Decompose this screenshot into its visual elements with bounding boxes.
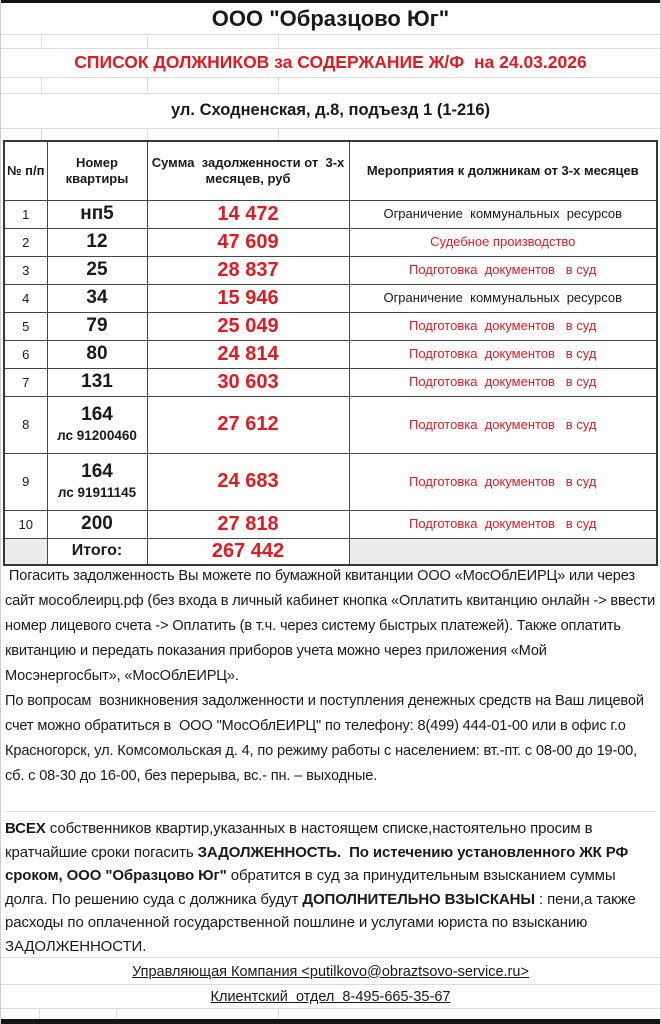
row-number: 5 (4, 312, 47, 340)
client-department-phone: Клиентский отдел 8-495-665-35-67 (1, 984, 660, 1009)
total-empty-cell (4, 538, 47, 565)
debtors-table (3, 140, 658, 566)
list-title: СПИСОК ДОЛЖНИКОВ за СОДЕРЖАНИЕ Ж/Ф на 24.03.2026 (74, 52, 587, 72)
table-header-row (4, 141, 657, 200)
row-number: 8 (4, 396, 47, 453)
row-number: 10 (4, 510, 47, 538)
apartment-main: 164 (81, 461, 113, 483)
table-row (4, 200, 657, 228)
apartment-number (47, 228, 147, 256)
row-number: 7 (4, 368, 47, 396)
payment-instructions-paragraph: Погасить задолженность Вы можете по бумажной квитанции ООО «МосОблЕИРЦ» или через сайт мособлеирц.рф (без входа в личный кабинет кнопка «Оплатить квитанцию онлайн -> ввести номер лицевого счета -> Оплатить (в т.ч. через систему быстрых платежей). Также оплатить квитанцию и передать показания приборов учета можно через приложения «Мой Мосэнергосбыт», «МосОблЕИРЦ». (5, 568, 659, 684)
apartment-number (47, 312, 147, 340)
col-header-debt-sum: Сумма задолженности от 3-х месяцев, руб (147, 141, 349, 200)
apartment-number (47, 200, 147, 228)
action-status: Подготовка документов в суд (349, 312, 657, 340)
debt-sum: 14 472 (147, 200, 349, 228)
row-number: 6 (4, 340, 47, 368)
table-row (4, 228, 657, 256)
total-label: Итого: (47, 538, 147, 565)
debt-sum: 30 603 (147, 368, 349, 396)
action-status: Ограничение коммунальных ресурсов (349, 200, 657, 228)
row-number: 2 (4, 228, 47, 256)
apartment-main: 12 (86, 230, 108, 252)
warning-segment: ВСЕХ (5, 820, 46, 837)
payment-info-section (5, 564, 659, 789)
apartment-number (47, 396, 147, 453)
apartment-main: 164 (81, 404, 113, 426)
col-header-index: № п/п (4, 141, 47, 200)
debt-sum: 15 946 (147, 284, 349, 312)
apartment-main: 200 (81, 512, 113, 534)
contact-info-paragraph: По вопросам возникновения задолженности и поступления денежных средств на Ваш лицевой счет можно обратиться в ООО "МосОблЕИРЦ" по телефону: 8(499) 444-01-00 или в офис г.о Красногорск, ул. Комсомольская д. 4, по режиму работы с населением: вт.-пт. с 08-00 до 19-00, сб. с 08-30 до 16-00, без перерыва, вс.- пн. – выходные. (5, 693, 648, 784)
row-number: 9 (4, 453, 47, 510)
debt-sum: 27 818 (147, 510, 349, 538)
table-row (4, 256, 657, 284)
apartment-number (47, 340, 147, 368)
grid-spacer-row (1, 34, 660, 49)
management-company-contact: Управляющая Компания <putilkovo@obraztsovo-service.ru> (1, 957, 660, 985)
row-number: 1 (4, 200, 47, 228)
apartment-main: 79 (86, 314, 108, 336)
action-status: Подготовка документов в суд (349, 453, 657, 510)
apartment-number (47, 368, 147, 396)
warning-segment: ЗАДОЛЖЕННОСТЬ. По истечению установленного ЖК РФ сроком, ООО "Образцово Юг" (5, 843, 633, 884)
debt-sum: 24 683 (147, 453, 349, 510)
company-title: ООО "Образцово Юг" (211, 5, 450, 31)
apartment-number (47, 510, 147, 538)
apartment-main: 80 (86, 342, 108, 364)
action-status: Судебное производство (349, 228, 657, 256)
action-status: Подготовка документов в суд (349, 368, 657, 396)
apartment-number (47, 256, 147, 284)
account-number: лс 91911145 (57, 485, 137, 501)
legal-warning-paragraph (5, 811, 656, 958)
grid-spacer-row (1, 77, 660, 94)
warning-segment: : пени,а также расходы по оплаченной государственной пошлине и услугами юриста по взысканию ЗАДОЛЖЕННОСТИ. (5, 890, 640, 955)
table-row (4, 312, 657, 340)
warning-segment: обратится в суд за принудительным взысканием суммы долга. По решению суда с должника будут (5, 867, 620, 908)
bottom-border-bar (1, 1019, 660, 1024)
apartment-number (47, 453, 147, 510)
debt-sum: 25 049 (147, 312, 349, 340)
row-number: 3 (4, 256, 47, 284)
total-empty-cell (349, 538, 657, 565)
action-status: Подготовка документов в суд (349, 510, 657, 538)
debt-sum: 27 612 (147, 396, 349, 453)
debt-sum: 47 609 (147, 228, 349, 256)
col-header-actions: Мероприятия к должникам от 3-х месяцев (349, 141, 657, 200)
total-row (4, 538, 657, 565)
action-status: Ограничение коммунальных ресурсов (349, 284, 657, 312)
table-row (4, 453, 657, 510)
apartment-main: 34 (86, 286, 108, 308)
table-row (4, 368, 657, 396)
building-address: ул. Сходненская, д.8, подъезд 1 (1-216) (170, 101, 491, 119)
apartment-number (47, 284, 147, 312)
table-row (4, 340, 657, 368)
warning-segment: собственников квартир,указанных в настоящем списке,настоятельно просим в кратчайшие сроки погасить (5, 820, 597, 861)
total-value: 267 442 (147, 538, 349, 565)
account-number: лс 91200460 (57, 428, 137, 444)
table-row (4, 396, 657, 453)
apartment-main: 25 (86, 258, 108, 280)
action-status: Подготовка документов в суд (349, 396, 657, 453)
debt-sum: 28 837 (147, 256, 349, 284)
action-status: Подготовка документов в суд (349, 256, 657, 284)
col-header-apartment: Номер квартиры (47, 141, 147, 200)
apartment-main: 131 (81, 370, 113, 392)
table-row (4, 510, 657, 538)
warning-segment: ДОПОЛНИТЕЛЬНО ВЗЫСКАНЫ (302, 890, 535, 908)
apartment-main: нп5 (80, 202, 114, 224)
action-status: Подготовка документов в суд (349, 340, 657, 368)
row-number: 4 (4, 284, 47, 312)
table-row (4, 284, 657, 312)
debt-sum: 24 814 (147, 340, 349, 368)
